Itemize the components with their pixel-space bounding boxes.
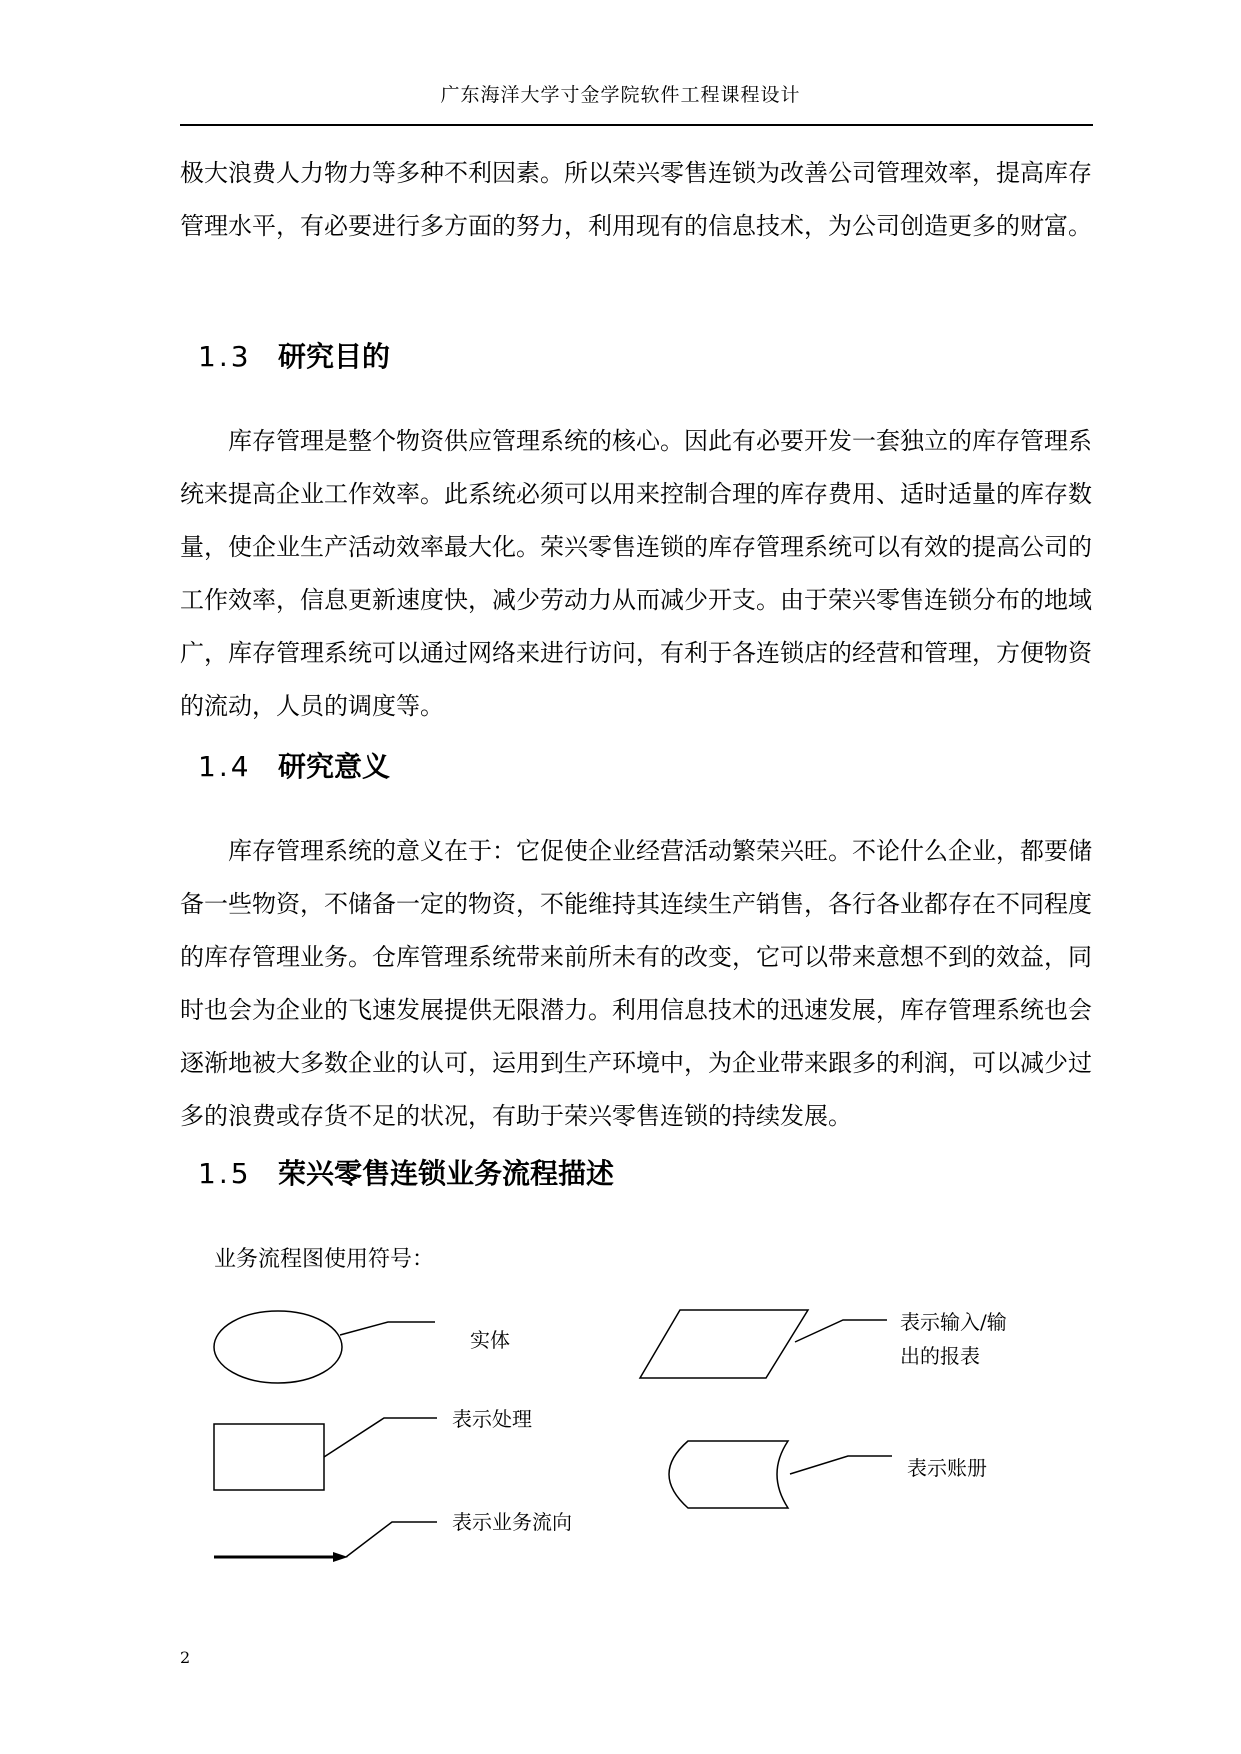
header-title: 广东海洋大学寸金学院软件工程课程设计 (440, 84, 801, 106)
io-report-label-line1: 表示输入/输 (900, 1310, 1007, 1334)
legend-intro: 业务流程图使用符号： (214, 1247, 435, 1272)
ledger-symbol (669, 1441, 892, 1508)
continuation-paragraph: 极大浪费人力物力等多种不利因素。所以荣兴零售连锁为改善公司管理效率，提高库存管理水平，有必要进行多方面的努力，利用现有的信息技术，为公司创造更多的财富。 (180, 159, 1092, 240)
entity-label: 实体 (470, 1328, 510, 1352)
flow-direction-label: 表示业务流向 (452, 1510, 572, 1534)
page-number: 2 (180, 1648, 191, 1667)
io-report-symbol (640, 1310, 887, 1378)
section-paragraph-1-3: 库存管理是整个物资供应管理系统的核心。因此有必要开发一套独立的库存管理系统来提高企业工作效率。此系统必须可以用来控制合理的库存费用、适时适量的库存数量，使企业生产活动效率最大化。荣兴零售连锁的库存管理系统可以有效的提高公司的工作效率，信息更新速度快，减少劳动力从而减少开支。由于荣兴零售连锁分布的地域广，库存管理系统可以通过网络来进行访问，有利于各连锁店的经营和管理，方便物资的流动，人员的调度等。 (180, 427, 1092, 720)
section-number: 1.5 (198, 1157, 252, 1190)
ledger-label: 表示账册 (907, 1456, 987, 1480)
io-report-label-line2: 出的报表 (900, 1344, 980, 1368)
entity-symbol (214, 1311, 435, 1383)
section-title: 研究意义 (278, 750, 391, 783)
section-title: 荣兴零售连锁业务流程描述 (278, 1157, 615, 1190)
process-label: 表示处理 (452, 1407, 532, 1431)
flow-direction-symbol (214, 1522, 437, 1562)
process-symbol (214, 1418, 437, 1490)
section-paragraph-1-4: 库存管理系统的意义在于：它促使企业经营活动繁荣兴旺。不论什么企业，都要储备一些物资，不储备一定的物资，不能维持其连续生产销售，各行各业都存在不同程度的库存管理业务。仓库管理系统带来前所未有的改变，它可以带来意想不到的效益，同时也会为企业的飞速发展提供无限潜力。利用信息技术的迅速发展，库存管理系统也会逐渐地被大多数企业的认可，运用到生产环境中，为企业带来跟多的利润，可以减少过多的浪费或存货不足的状况，有助于荣兴零售连锁的持续发展。 (180, 837, 1092, 1130)
section-number: 1.4 (198, 750, 252, 783)
section-title: 研究目的 (278, 340, 391, 373)
section-number: 1.3 (198, 340, 252, 373)
